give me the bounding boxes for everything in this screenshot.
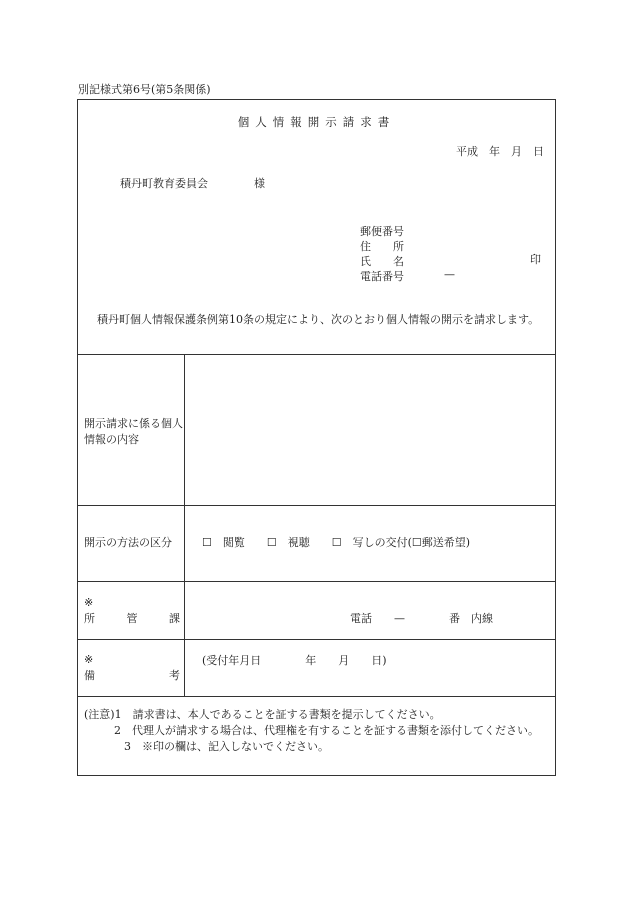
note-item: (注意)1 請求書は、本人であることを証する書類を提示してください。: [84, 708, 441, 721]
postal-code-label: 郵便番号: [360, 225, 404, 238]
form-id: 別記様式第6号(第5条関係): [78, 83, 211, 96]
method-label: 開示の方法の区分: [84, 536, 172, 549]
phone-dash: —: [444, 268, 455, 281]
divider: [78, 354, 555, 355]
address-label: 住 所: [360, 240, 404, 253]
request-form: [77, 99, 556, 776]
department-phone: 電話 — 番 内線: [350, 612, 493, 625]
method-options[interactable]: ☐ 閲覧 ☐ 視聴 ☐ 写しの交付(☐郵送希望): [202, 536, 471, 549]
department-label-char: 課: [169, 612, 180, 625]
content-label: 開示請求に係る個人情報の内容: [84, 417, 183, 446]
date-line: 平成 年 月 日: [456, 145, 544, 158]
note-item: 3 ※印の欄は、記入しないでください。: [124, 740, 329, 753]
seal-mark: 印: [530, 253, 541, 266]
office-use-mark: ※: [84, 596, 94, 609]
request-statement: 積丹町個人情報保護条例第10条の規定により、次のとおり個人情報の開示を請求します。: [97, 313, 540, 326]
department-label-char: 所: [84, 612, 95, 625]
remarks-label: [84, 670, 180, 681]
addressee-honorific: 様: [254, 177, 265, 190]
phone-label: 電話番号: [360, 270, 404, 283]
receipt-date: (受付年月日 年 月 日): [202, 654, 387, 667]
addressee-name: 積丹町教育委員会: [120, 177, 208, 190]
remarks-label-char: 考: [169, 669, 180, 682]
name-label: 氏 名: [360, 255, 404, 268]
department-label-char: 管: [126, 612, 138, 625]
column-divider: [184, 354, 185, 696]
divider: [78, 581, 555, 582]
department-label: [84, 613, 180, 624]
divider: [78, 696, 555, 697]
form-title: 個人情報開示請求書: [237, 115, 396, 129]
notes: [84, 707, 552, 755]
remarks-label-char: 備: [84, 669, 95, 682]
divider: [78, 505, 555, 506]
addressee: [120, 178, 265, 189]
divider: [78, 639, 555, 640]
applicant-block: [360, 224, 404, 284]
note-item: 2 代理人が請求する場合は、代理権を有することを証する書類を添付してください。: [114, 724, 539, 737]
office-use-mark: ※: [84, 653, 94, 666]
